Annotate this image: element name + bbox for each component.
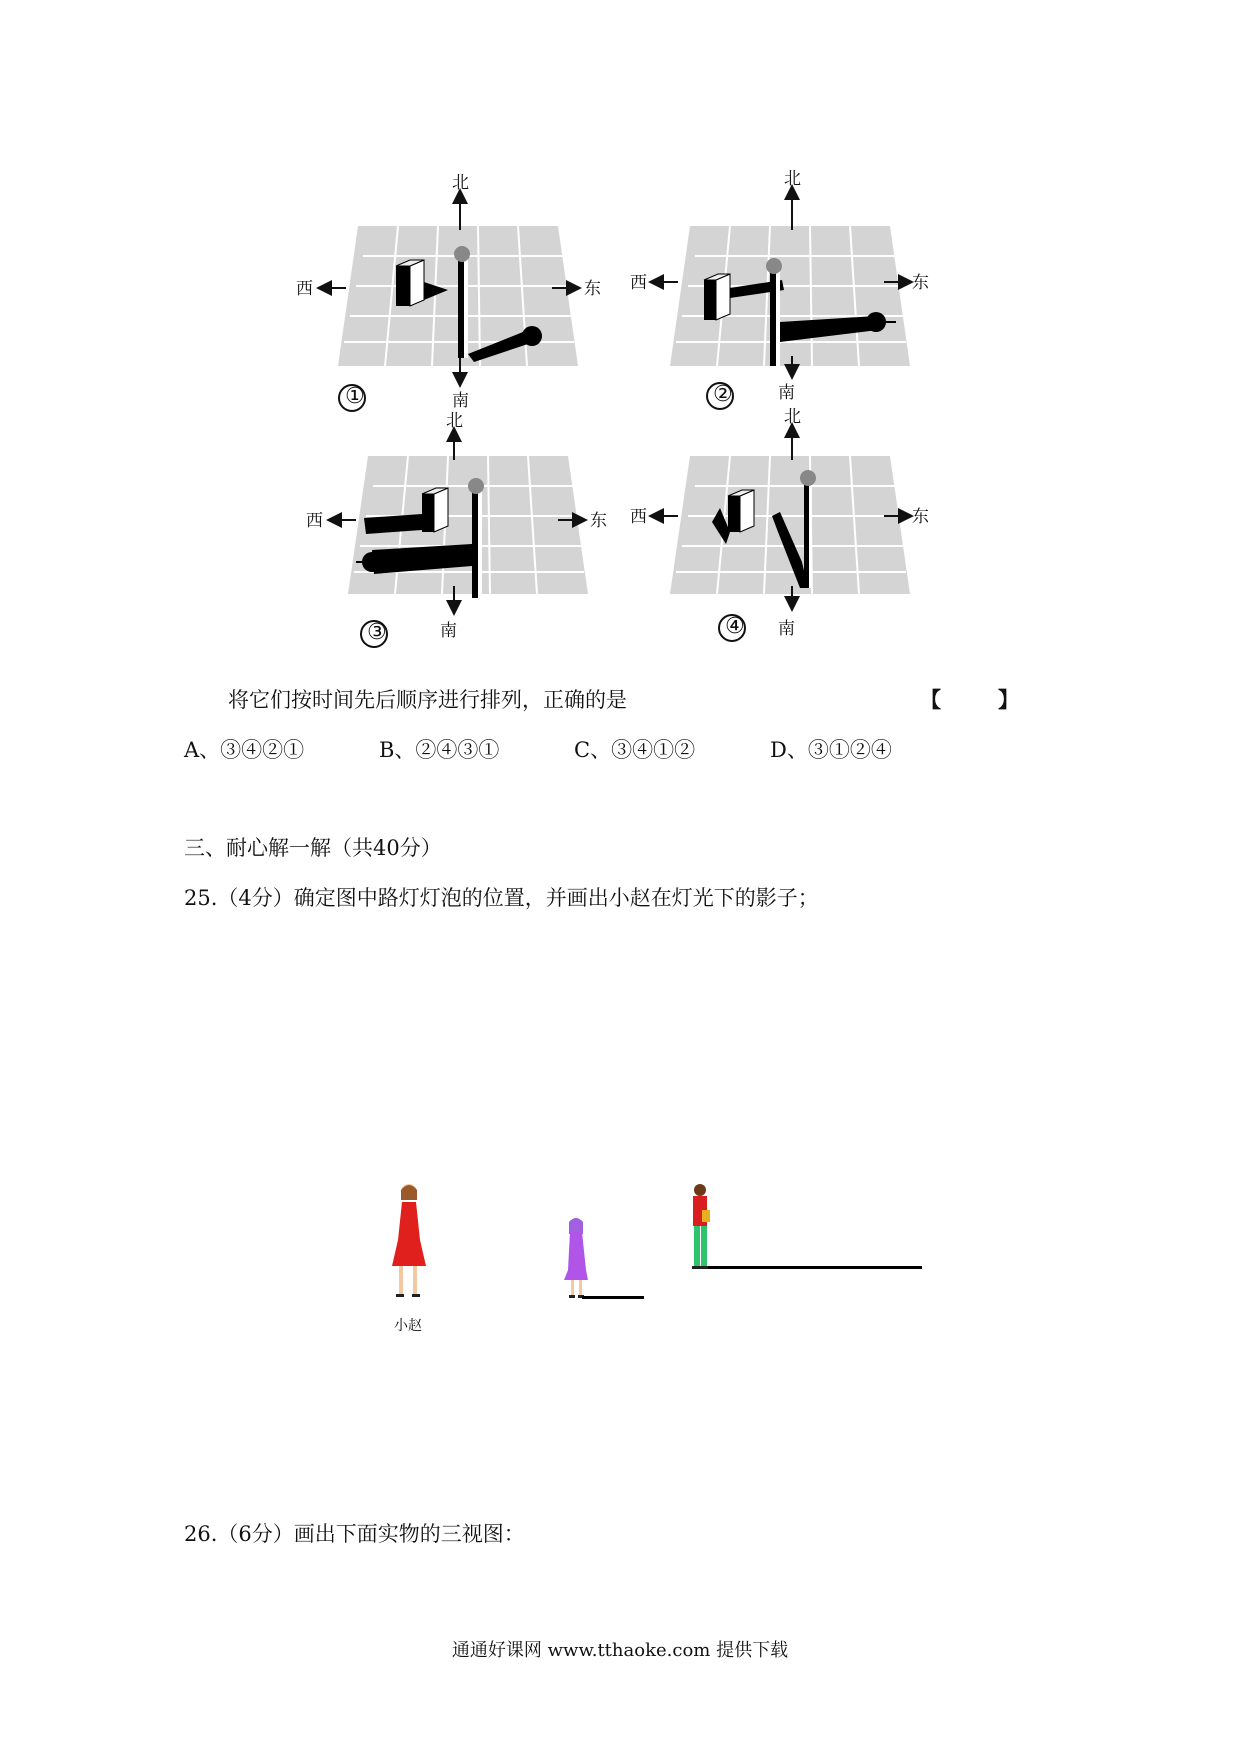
option-b: B、②④③①: [379, 738, 500, 762]
west-label: 西: [630, 273, 647, 293]
person-label: 小赵: [394, 1318, 422, 1334]
south-label: 南: [440, 621, 457, 641]
diagram-number: ④: [725, 614, 745, 639]
north-label: 北: [784, 169, 801, 189]
question-25-figure: [380, 1180, 940, 1354]
south-label: 南: [778, 619, 795, 639]
person-xiaozhao: [392, 1184, 426, 1334]
diagram-number: ②: [713, 382, 733, 407]
option-c: C、③④①②: [574, 738, 696, 762]
east-label: 东: [912, 273, 929, 293]
box-dark-face: [728, 496, 740, 532]
lamp-bulb: [454, 246, 470, 262]
diagram-number: ①: [345, 384, 365, 409]
diagram-1: [296, 170, 610, 411]
option-d: D、③①②④: [770, 738, 892, 762]
south-label: 南: [778, 383, 795, 403]
west-label: 西: [630, 507, 647, 527]
question-24-prompt: 将它们按时间先后顺序进行排列，正确的是: [228, 688, 627, 712]
answer-bracket-left: 【: [920, 687, 941, 712]
east-label: 东: [590, 511, 607, 531]
box-dark-face: [396, 266, 410, 306]
question-25: 25.（4分）确定图中路灯灯泡的位置，并画出小赵在灯光下的影子；: [184, 886, 819, 910]
box-dark-face: [422, 494, 434, 532]
diagram-4: [630, 407, 940, 652]
person-purple: [564, 1218, 588, 1298]
lamp-bulb: [766, 258, 782, 274]
ground-grid: [670, 456, 910, 594]
west-label: 西: [306, 511, 323, 531]
answer-bracket-right: 】: [998, 687, 1019, 712]
south-label: 南: [452, 391, 469, 411]
east-label: 东: [584, 279, 601, 299]
north-label: 北: [452, 173, 469, 193]
footer: 通通好课网 www.tthaoke.com 提供下载: [451, 1640, 789, 1661]
diagram-2: [630, 169, 940, 410]
diagram-number: ③: [367, 620, 387, 645]
option-a: A、③④②①: [184, 738, 305, 762]
person-man: [692, 1184, 710, 1269]
shadow-purple: [582, 1296, 644, 1299]
shadow-man: [708, 1266, 922, 1269]
diagram-3: [306, 411, 620, 652]
section-title: 三、耐心解一解（共40分）: [184, 836, 442, 860]
north-label: 北: [784, 407, 801, 427]
box-dark-face: [704, 280, 716, 320]
lamp-bulb: [800, 470, 816, 486]
east-label: 东: [912, 507, 929, 527]
lamp-bulb: [468, 478, 484, 494]
west-label: 西: [296, 279, 313, 299]
north-label: 北: [446, 411, 463, 431]
question-26: 26.（6分）画出下面实物的三视图：: [184, 1522, 525, 1546]
